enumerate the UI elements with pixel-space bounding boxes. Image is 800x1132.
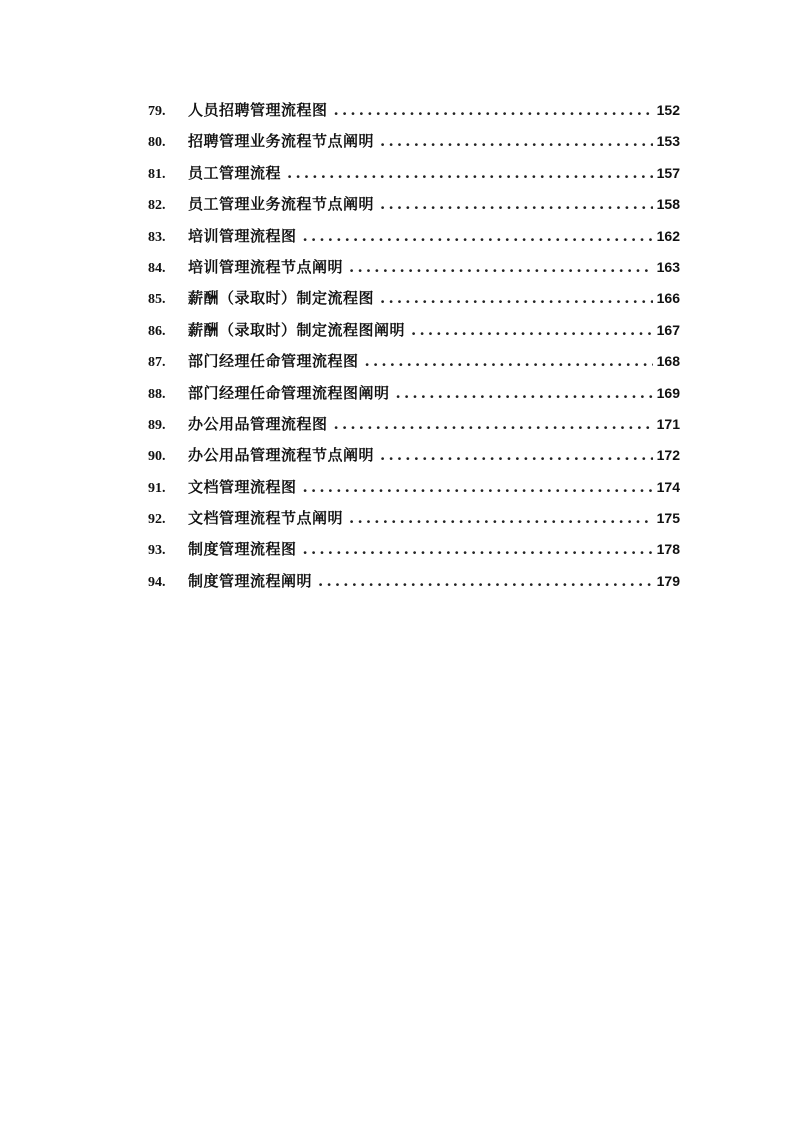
toc-dot-leader (349, 509, 653, 527)
toc-entry-title[interactable]: 招聘管理业务流程节点阐明 (188, 132, 375, 151)
toc-entry-86[interactable] (148, 319, 680, 350)
toc-entry-title[interactable]: 制度管理流程图 (188, 540, 297, 559)
toc-entry-title[interactable]: 制度管理流程阐明 (188, 571, 313, 590)
toc-entry-title[interactable]: 文档管理流程图 (188, 477, 297, 496)
toc-entry-page: 172 (656, 447, 680, 464)
toc-entry-number: 85. (148, 292, 166, 308)
toc-entry-page: 174 (656, 478, 680, 495)
toc-entry-93[interactable] (148, 538, 680, 569)
toc-entry-89[interactable] (148, 413, 680, 444)
toc-entry-page: 153 (656, 133, 680, 150)
toc-entry-number: 83. (148, 229, 166, 245)
toc-entry-91[interactable] (148, 476, 680, 507)
toc-dot-leader (380, 446, 653, 464)
toc-entry-page: 175 (656, 510, 680, 527)
toc-entry-page: 152 (656, 102, 680, 118)
toc-dot-leader (334, 415, 653, 433)
toc-dot-leader (334, 101, 653, 119)
toc-entry-80[interactable] (148, 130, 680, 161)
toc-entry-88[interactable] (148, 382, 680, 413)
toc-dot-leader (380, 132, 653, 150)
toc-dot-leader (303, 540, 653, 558)
toc-dot-leader (380, 195, 653, 213)
toc-entry-85[interactable] (148, 287, 680, 318)
toc-entry-title[interactable]: 人员招聘管理流程图 (188, 101, 328, 119)
toc-entry-number: 92. (148, 512, 166, 528)
toc-entry-87[interactable] (148, 350, 680, 381)
toc-entry-number: 84. (148, 260, 166, 276)
toc-entry-number: 93. (148, 543, 166, 559)
toc-entry-number: 89. (148, 417, 166, 433)
toc-entry-94[interactable] (148, 570, 680, 601)
toc-dot-leader (303, 478, 653, 496)
toc-dot-leader (411, 321, 653, 339)
toc-dot-leader (365, 352, 653, 370)
toc-entry-title[interactable]: 员工管理业务流程节点阐明 (188, 195, 375, 214)
toc-entry-page: 163 (656, 258, 680, 275)
toc-dot-leader (396, 384, 653, 402)
toc-entry-page: 178 (656, 541, 680, 558)
toc-entry-page: 166 (656, 290, 680, 307)
toc-entry-number: 80. (148, 135, 166, 151)
toc-entry-title[interactable]: 培训管理流程图 (188, 226, 297, 245)
toc-entry-number: 82. (148, 198, 166, 214)
toc-entry-84[interactable] (148, 256, 680, 287)
toc-entry-92[interactable] (148, 507, 680, 538)
toc-entry-title[interactable]: 薪酬（录取时）制定流程图阐明 (188, 320, 406, 339)
toc-entry-title[interactable]: 办公用品管理流程节点阐明 (188, 446, 375, 465)
toc-entry-81[interactable] (148, 162, 680, 193)
toc-entry-number: 88. (148, 386, 166, 402)
toc-entry-90[interactable] (148, 444, 680, 475)
toc-entry-title[interactable]: 部门经理任命管理流程图 (188, 352, 359, 371)
toc-entry-title[interactable]: 薪酬（录取时）制定流程图 (188, 289, 375, 308)
toc-entry-title[interactable]: 部门经理任命管理流程图阐明 (188, 383, 390, 402)
toc-entry-title[interactable]: 培训管理流程节点阐明 (188, 257, 344, 276)
toc-entry-79[interactable] (148, 99, 680, 130)
toc-dot-leader (349, 258, 653, 276)
toc-entry-number: 86. (148, 323, 166, 339)
toc-entry-83[interactable] (148, 225, 680, 256)
toc-entry-number: 94. (148, 574, 166, 590)
toc-entry-82[interactable] (148, 193, 680, 224)
toc-entry-number: 87. (148, 355, 166, 371)
toc-entry-page: 162 (656, 227, 680, 244)
toc-dot-leader (318, 572, 653, 590)
toc-entry-title[interactable]: 文档管理流程节点阐明 (188, 509, 344, 528)
toc-entry-page: 169 (656, 384, 680, 401)
table-of-contents (148, 99, 680, 601)
toc-entry-number: 81. (148, 166, 166, 182)
toc-entry-page: 167 (656, 321, 680, 338)
toc-dot-leader (303, 227, 653, 245)
toc-entry-number: 91. (148, 480, 166, 496)
toc-entry-title[interactable]: 员工管理流程 (188, 163, 282, 182)
toc-entry-page: 168 (656, 353, 680, 370)
toc-entry-page: 157 (656, 164, 680, 181)
toc-entry-title[interactable]: 办公用品管理流程图 (188, 414, 328, 433)
toc-entry-number: 79. (148, 104, 166, 119)
toc-entry-page: 171 (656, 415, 680, 432)
toc-dot-leader (287, 164, 653, 182)
toc-entry-page: 179 (656, 572, 680, 589)
toc-dot-leader (380, 289, 653, 307)
toc-entry-page: 158 (656, 196, 680, 213)
toc-entry-number: 90. (148, 449, 166, 465)
